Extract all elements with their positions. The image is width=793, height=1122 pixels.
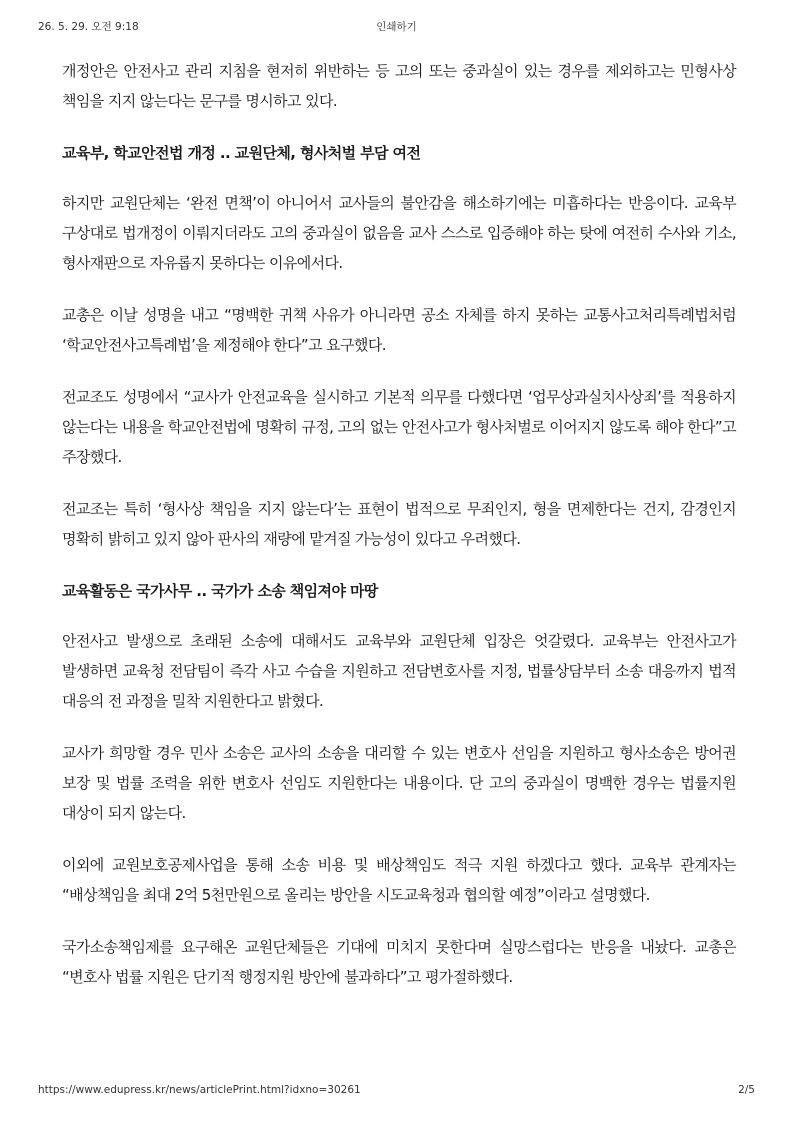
- article-paragraph: 개정안은 안전사고 관리 지침을 현저히 위반하는 등 고의 또는 중과실이 있는 경우를 제외하고는 민형사상 책임을 지지 않는다는 문구를 명시하고 있다.: [62, 62, 736, 110]
- article-paragraph: 하지만 교원단체는 ‘완전 면책’이 아니어서 교사들의 불안감을 해소하기에는 미흡하다는 반응이다. 교육부 구상대로 법개정이 이뤄지더라도 고의 중과실이 없음을 교사 스스로 입증해야 하는 탓에 여전히 수사와 기소, 형사재판으로 자유롭지 못하다는 이유에서다.: [62, 194, 736, 272]
- article-body: [62, 56, 736, 1014]
- article-paragraph: 이외에 교원보호공제사업을 통해 소송 비용 및 배상책임도 적극 지원 하겠다고 했다. 교육부 관계자는 “배상책임을 최대 2억 5천만원으로 올리는 방안을 시도교육청과 협의할 예정”이라고 설명했다.: [62, 856, 736, 904]
- print-footer: [38, 1084, 755, 1100]
- print-header: [38, 19, 755, 35]
- article-paragraph: 안전사고 발생으로 초래된 소송에 대해서도 교육부와 교원단체 입장은 엇갈렸다. 교육부는 안전사고가 발생하면 교육청 전담팀이 즉각 사고 수습을 지원하고 전담변호사를 지정, 법률상담부터 소송 대응까지 법적 대응의 전 과정을 밀착 지원한다고 밝혔다.: [62, 632, 736, 710]
- print-datetime: 26. 5. 29. 오전 9:18: [38, 21, 139, 33]
- print-page-title: 인쇄하기: [376, 21, 417, 33]
- article-paragraph: 교사가 희망할 경우 민사 소송은 교사의 소송을 대리할 수 있는 변호사 선임을 지원하고 형사소송은 방어권 보장 및 법률 조력을 위한 변호사 선임도 지원한다는 내용이다. 단 고의 중과실이 명백한 경우는 법률지원 대상이 되지 않는다.: [62, 744, 736, 822]
- article-paragraph: 전교조는 특히 ‘형사상 책임을 지지 않는다’는 표현이 법적으로 무죄인지, 형을 면제한다는 건지, 감경인지 명확히 밝히고 있지 않아 판사의 재량에 맡겨질 가능성이 있다고 우려했다.: [62, 500, 736, 548]
- article-paragraph: 국가소송책임제를 요구해온 교원단체들은 기대에 미치지 못한다며 실망스럽다는 반응을 내놨다. 교총은 “변호사 법률 지원은 단기적 행정지원 방안에 불과하다”고 평가절하했다.: [62, 938, 736, 986]
- article-paragraph: 전교조도 성명에서 “교사가 안전교육을 실시하고 기본적 의무를 다했다면 ‘업무상과실치사상죄’를 적용하지 않는다는 내용을 학교안전법에 명확히 규정, 고의 없는 안전사고가 형사처벌로 이어지지 않도록 해야 한다”고 주장했다.: [62, 388, 736, 466]
- page-number: 2/5: [738, 1084, 755, 1096]
- section-heading: 교육부, 학교안전법 개정 .. 교원단체, 형사처벌 부담 여전: [62, 144, 421, 162]
- section-heading: 교육활동은 국가사무 .. 국가가 소송 책임져야 마땅: [62, 582, 378, 600]
- source-url: https://www.edupress.kr/news/articlePrint.html?idxno=30261: [38, 1084, 361, 1096]
- article-paragraph: 교총은 이날 성명을 내고 “명백한 귀책 사유가 아니라면 공소 자체를 하지 못하는 교통사고처리특례법처럼 ‘학교안전사고특례법’을 제정해야 한다”고 요구했다.: [62, 306, 736, 354]
